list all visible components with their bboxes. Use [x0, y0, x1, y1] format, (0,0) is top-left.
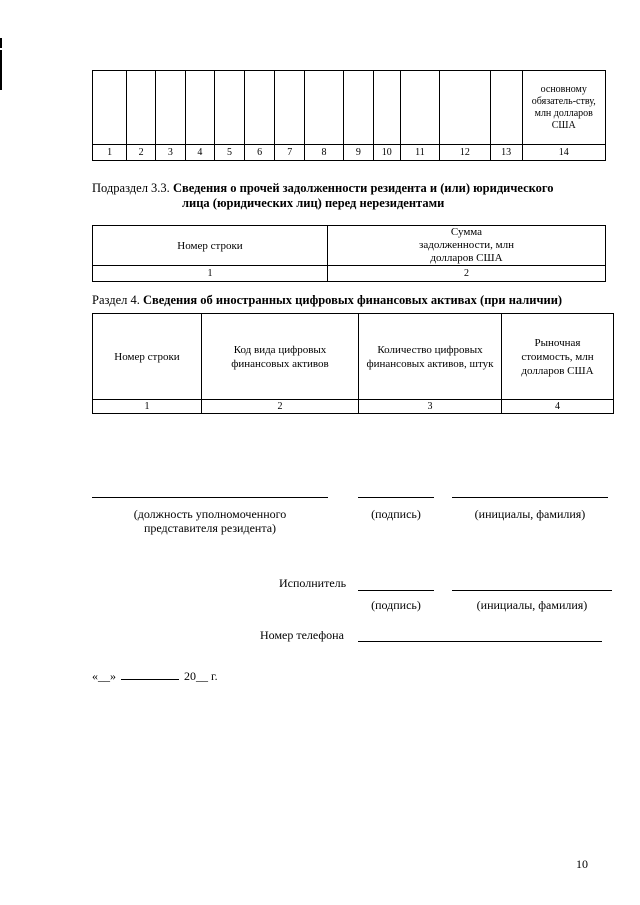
column-number: 10 — [373, 145, 400, 161]
column-number: 3 — [359, 400, 502, 414]
executor-signature-line — [358, 590, 434, 591]
column-number: 5 — [215, 145, 245, 161]
date-year-prefix: 20 — [184, 669, 196, 683]
column-number: 13 — [490, 145, 522, 161]
section-3-3-line1 — [92, 181, 612, 196]
column-number: 2 — [202, 400, 359, 414]
header-cell — [185, 71, 215, 145]
position-line — [92, 497, 328, 498]
section-3-3-line2 — [92, 196, 612, 211]
header-cell — [244, 71, 275, 145]
table-header-row — [93, 226, 606, 266]
section-3-3-title — [92, 181, 612, 211]
column-number: 8 — [305, 145, 344, 161]
table-digital-assets — [92, 313, 614, 414]
column-number: 2 — [127, 145, 156, 161]
section-4-heading: Сведения об иностранных цифровых финансовых активах (при наличии) — [142, 293, 563, 307]
column-number: 12 — [440, 145, 491, 161]
table-number-row — [93, 266, 606, 282]
date-day-blank: __ — [98, 669, 110, 683]
column-number: 9 — [344, 145, 374, 161]
header-asset-quantity: Количество цифровых финансовых активов, штук — [359, 314, 502, 400]
column-number: 1 — [93, 145, 127, 161]
column-number: 1 — [93, 400, 202, 414]
date-line — [92, 669, 218, 684]
column-number: 2 — [328, 266, 606, 282]
date-suffix: г. — [211, 669, 218, 683]
section-3-3-heading: Сведения о прочей задолженности резидента и (или) юридического — [172, 181, 554, 195]
margin-mark-top — [0, 38, 2, 48]
header-row-number: Номер строки — [93, 226, 328, 266]
header-market-value: Рыночная стоимость, млн долларов США — [502, 314, 614, 400]
column-number: 3 — [156, 145, 186, 161]
section-3-3-prefix: Подраздел 3.3. — [92, 181, 170, 195]
column-number: 11 — [400, 145, 439, 161]
executor-name-line — [452, 590, 612, 591]
signature-caption: (подпись) — [371, 507, 421, 521]
executor-label: Исполнитель — [279, 576, 347, 590]
table-number-row — [93, 400, 614, 414]
phone-label: Номер телефона — [260, 628, 344, 642]
header-cell — [490, 71, 522, 145]
table-header-row — [93, 314, 614, 400]
position-caption: (должность уполномоченного представителя резидента) — [133, 507, 287, 535]
column-number: 14 — [522, 145, 605, 161]
margin-mark-bottom — [0, 50, 2, 90]
header-debt-amount: Сумма задолженности, млн долларов США — [328, 226, 606, 266]
header-cell — [344, 71, 374, 145]
executor-name-caption: (инициалы, фамилия) — [476, 598, 588, 612]
page-number: 10 — [576, 857, 588, 871]
column-number: 1 — [93, 266, 328, 282]
header-cell — [156, 71, 186, 145]
header-cell — [373, 71, 400, 145]
column-number: 7 — [275, 145, 305, 161]
executor-signature-caption: (подпись) — [371, 598, 421, 612]
section-4-title — [92, 293, 612, 308]
column-number: 4 — [502, 400, 614, 414]
header-cell — [275, 71, 305, 145]
section-4-prefix: Раздел 4. — [92, 293, 140, 307]
header-row-number: Номер строки — [93, 314, 202, 400]
column-number: 6 — [244, 145, 275, 161]
date-month-blank — [121, 669, 179, 680]
header-cell-14: основному обязатель-ству, млн долларов США — [522, 71, 605, 145]
date-close-quote: » — [110, 669, 116, 683]
section-3-3-heading-cont: лица (юридических лиц) перед нерезидентами — [182, 196, 445, 210]
header-cell — [400, 71, 439, 145]
table-other-debt — [92, 225, 606, 282]
header-asset-code: Код вида цифровых финансовых активов — [202, 314, 359, 400]
header-cell — [93, 71, 127, 145]
header-cell — [215, 71, 245, 145]
name-line — [452, 497, 608, 498]
column-number: 4 — [185, 145, 215, 161]
date-open-quote: « — [92, 669, 98, 683]
name-caption: (инициалы, фамилия) — [474, 507, 586, 521]
signature-line — [358, 497, 434, 498]
date-year-blank: __ — [196, 669, 208, 683]
table-header-row — [93, 71, 606, 145]
phone-line — [358, 641, 602, 642]
table-continuation — [92, 70, 606, 161]
header-cell — [305, 71, 344, 145]
table-number-row — [93, 145, 606, 161]
header-cell — [127, 71, 156, 145]
header-cell — [440, 71, 491, 145]
